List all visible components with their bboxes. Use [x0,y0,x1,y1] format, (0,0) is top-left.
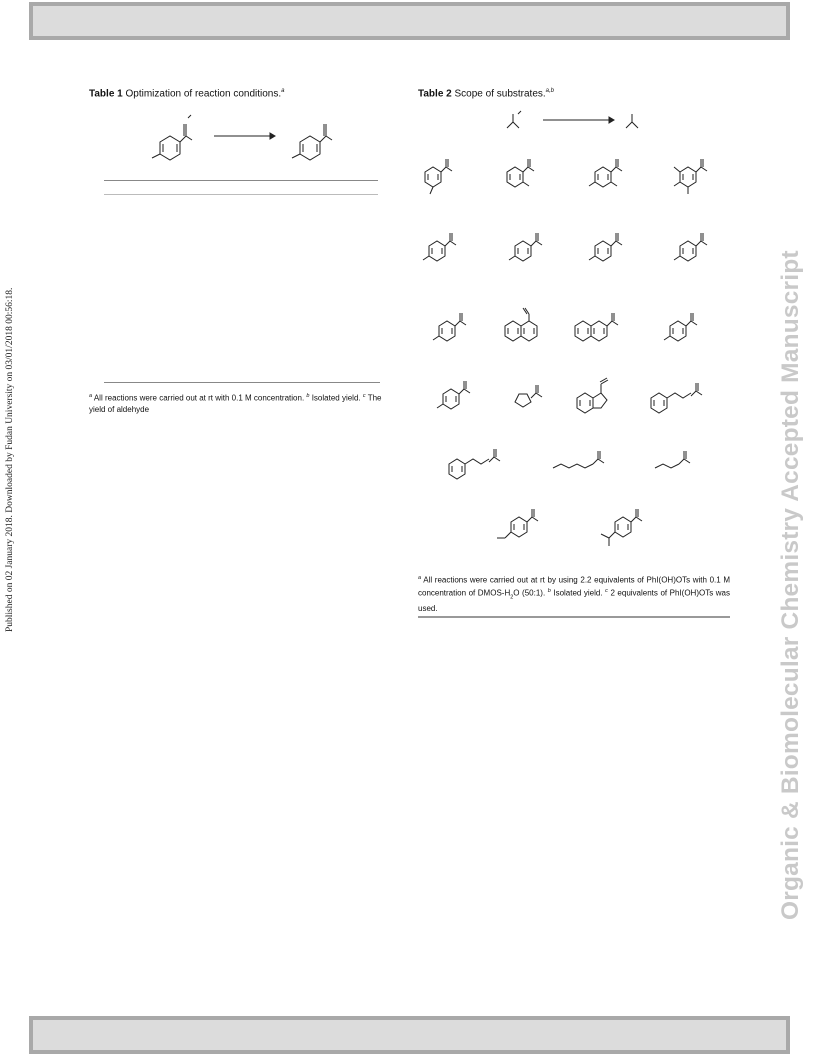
product-4-substituted-1 [423,233,456,261]
general-arrow [543,117,614,123]
footer-bar [29,1016,790,1054]
table1-fn-b-mark: b [306,393,310,399]
table1-label: Table 1 [89,88,123,100]
table2-fn-c-text: 2 equivalents of PhI(OH)OTs was used. [418,588,730,613]
table2-label: Table 2 [418,88,452,100]
table1-fn-b-text: Isolated yield. [311,393,361,403]
product-2-naphthyl [575,313,618,341]
table1-footnote [89,391,389,415]
product-4-substituted-2 [509,233,542,261]
table2-general-scheme [505,110,645,134]
product-4-ethylphenyl [497,509,538,538]
product-4-substituted-6 [664,313,697,341]
product-structure [292,124,332,160]
product-4-substituted-4 [674,233,707,261]
table1-title: Optimization of reaction conditions. [125,88,282,100]
table2-fn-b-text: Isolated yield. [553,588,603,598]
table1-rule-top [104,180,378,181]
product-4-substituted-7 [437,381,470,409]
header-bar [29,2,790,40]
table1-fn-a-mark: a [89,393,93,399]
product-4-substituted-5 [433,313,466,341]
table2-footnote [418,573,730,614]
table1-rule-bottom [104,382,380,383]
table2-title: Scope of substrates. [454,88,546,100]
table2-fn-c-mark: c [605,587,608,594]
table2-product-structures [415,150,735,545]
product-4-isopropylphenyl [601,509,642,546]
table2-fn-a-text: All reactions were carried out at rt by using 2.2 equivalents of PhI(OH)OTs with 0.1 M concentration of DMOS-H [418,575,731,598]
product-1-naphthyl [505,308,537,341]
table2-rule-bottom [418,616,730,618]
product-3-methylphenyl [425,159,452,194]
product-short-alkyl [655,451,690,468]
reaction-arrow [214,133,275,139]
table1-caption [89,88,284,99]
table1-fn-c-text: The yield of aldehyde [89,393,382,414]
table2-fn-sub: 2 [510,593,514,600]
table1-fn-c-mark: c [362,393,366,399]
product-phenethyl [449,449,500,479]
reactant-structure [152,115,192,160]
product-2-methylphenyl [507,159,534,187]
product-4-substituted-3 [589,233,622,261]
product-cinnamyl [651,383,702,413]
table2-fn-a-mark: a [418,575,422,581]
table2-caption [418,88,554,99]
product-thienyl [515,385,542,407]
table1-title-note: a [281,88,285,94]
product-2-4-dimethylphenyl [589,159,622,187]
accepted-manuscript-watermark: Organic & Biomolecular Chemistry Accepted Manuscript [777,250,804,920]
general-reactant [507,111,521,128]
table2-fn-b-mark: b [547,587,551,594]
product-alkyl-chain [553,451,604,468]
general-product [626,114,638,128]
table1-reaction-scheme [140,112,370,162]
table2-fn-a-text-end: O (50:1). [513,588,546,598]
table1-rule-header [104,194,378,195]
table1-fn-a-text: All reactions were carried out at rt with 0.1 M concentration. [93,393,305,403]
table2-title-note: a,b [545,88,555,94]
product-trimethylphenyl [674,159,707,194]
published-note: Published on 02 January 2018. Downloaded by Fudan University on 03/01/2018 00:56:18. [5,287,15,632]
product-indolyl [577,378,608,413]
